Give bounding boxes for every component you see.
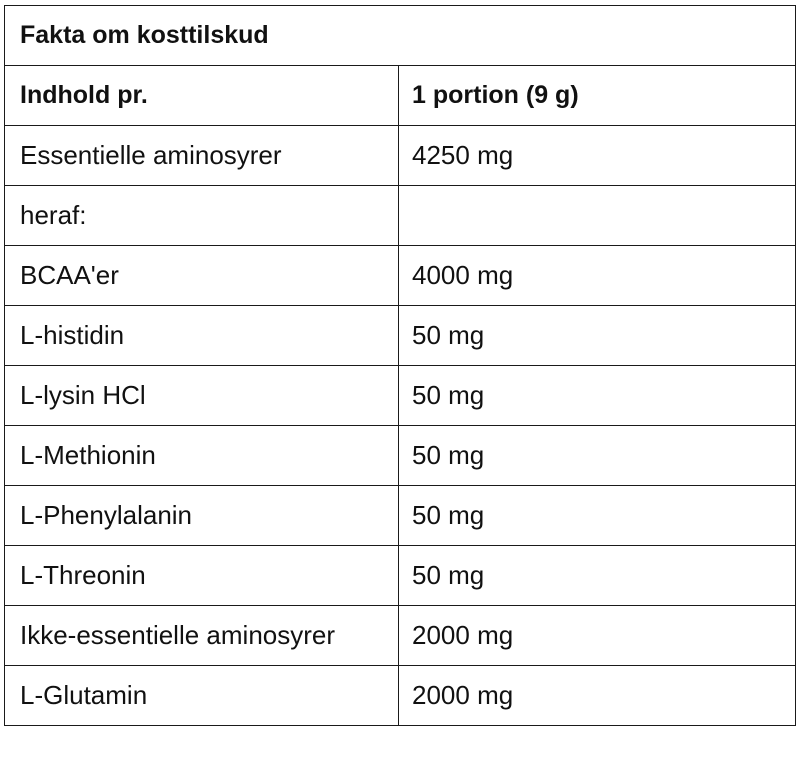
row-value: 50 mg [399, 426, 796, 486]
table-row [5, 606, 796, 666]
supplement-facts-table [4, 5, 796, 726]
row-value: 50 mg [399, 486, 796, 546]
table-row [5, 486, 796, 546]
row-name: L-Threonin [5, 546, 399, 606]
row-name: BCAA'er [5, 246, 399, 306]
row-name: L-Glutamin [5, 666, 399, 726]
table-row [5, 306, 796, 366]
table-row [5, 426, 796, 486]
table-row [5, 546, 796, 606]
table-title-row [5, 6, 796, 66]
table-row [5, 666, 796, 726]
row-value: 50 mg [399, 366, 796, 426]
row-name: heraf: [5, 186, 399, 246]
row-value: 2000 mg [399, 606, 796, 666]
row-name: L-Methionin [5, 426, 399, 486]
row-value: 4000 mg [399, 246, 796, 306]
row-name: L-Phenylalanin [5, 486, 399, 546]
row-value: 4250 mg [399, 126, 796, 186]
row-value: 50 mg [399, 306, 796, 366]
header-portion: 1 portion (9 g) [399, 66, 796, 126]
table-title: Fakta om kosttilskud [5, 6, 796, 66]
table-row [5, 366, 796, 426]
header-content-per: Indhold pr. [5, 66, 399, 126]
table-row [5, 246, 796, 306]
row-name: Ikke-essentielle aminosyrer [5, 606, 399, 666]
table-row [5, 126, 796, 186]
table-row [5, 186, 796, 246]
row-value: 2000 mg [399, 666, 796, 726]
row-name: Essentielle aminosyrer [5, 126, 399, 186]
row-name: L-histidin [5, 306, 399, 366]
table-header-row [5, 66, 796, 126]
row-value [399, 186, 796, 246]
row-name: L-lysin HCl [5, 366, 399, 426]
row-value: 50 mg [399, 546, 796, 606]
